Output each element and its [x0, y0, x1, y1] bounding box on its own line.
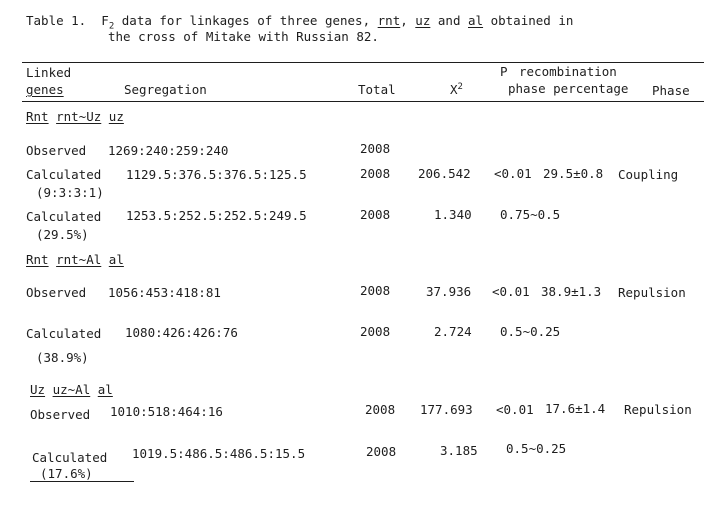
row-phase: Coupling: [618, 167, 679, 182]
row-chi-square: 2.724: [434, 324, 472, 339]
group-title-rnt-uz: [26, 111, 124, 124]
header-rule: [22, 101, 704, 102]
row-segregation: 1129.5:376.5:376.5:125.5: [126, 167, 307, 182]
row-recombination: 17.6±1.4: [545, 401, 606, 416]
row-label: Observed: [26, 285, 87, 300]
row-recombination: 38.9±1.3: [541, 284, 602, 299]
row-sub-label: (17.6%): [40, 466, 93, 481]
header-phase: Phase: [652, 83, 690, 98]
row-chi-square: 1.340: [434, 207, 472, 222]
row-label: Calculated: [32, 450, 108, 465]
header-chi-sup: 2: [457, 81, 463, 92]
row-sub-label: (29.5%): [36, 227, 89, 242]
caption-gene-al: al: [468, 13, 484, 28]
row-segregation: 1253.5:252.5:252.5:249.5: [126, 208, 307, 223]
header-linked: Linked: [26, 65, 72, 80]
row-chi-square: 177.693: [420, 402, 473, 417]
row-total: 2008: [360, 166, 391, 181]
row-total: 2008: [366, 444, 397, 459]
row-p-value: <0.01: [494, 166, 532, 181]
header-chi-letter: X: [450, 82, 458, 97]
row-total: 2008: [360, 324, 391, 339]
row-sub-label: (9:3:3:1): [36, 185, 104, 200]
row-chi-square: 37.936: [426, 284, 472, 299]
gene-symbol: rnt~Al: [56, 252, 102, 267]
gene-symbol: al: [108, 252, 124, 267]
gene-symbol: Uz: [30, 382, 46, 397]
row-p-value: 0.75~0.5: [500, 207, 561, 222]
row-total: 2008: [365, 402, 396, 417]
row-segregation: 1269:240:259:240: [108, 143, 229, 158]
row-total: 2008: [360, 283, 391, 298]
row-chi-square: 3.185: [440, 443, 478, 458]
caption-comma: ,: [400, 13, 408, 28]
gene-symbol: Rnt: [26, 109, 49, 124]
bottom-rule: [30, 481, 134, 482]
row-segregation: 1080:426:426:76: [125, 325, 238, 340]
row-label: Calculated: [26, 167, 102, 182]
top-rule: [22, 62, 704, 63]
header-phase-percentage: phase percentage: [508, 81, 629, 96]
row-segregation: 1019.5:486.5:486.5:15.5: [132, 446, 306, 461]
row-chi-square: 206.542: [418, 166, 471, 181]
row-p-value: <0.01: [492, 284, 530, 299]
caption-prefix: Table 1.: [26, 13, 87, 28]
gene-symbol: uz~Al: [52, 382, 91, 397]
caption-line-2: the cross of Mitake with Russian 82.: [108, 29, 379, 44]
row-label: Observed: [30, 407, 91, 422]
caption-f: F: [101, 13, 109, 28]
caption-gene-uz: uz: [415, 13, 431, 28]
caption-f-subscript: 2: [108, 21, 115, 32]
gene-symbol: Rnt: [26, 252, 49, 267]
group-title-rnt-al: [26, 254, 124, 267]
row-label: Calculated: [26, 326, 102, 341]
row-segregation: 1010:518:464:16: [110, 404, 223, 419]
header-chi-square: [450, 81, 463, 97]
table-caption: [26, 13, 574, 32]
header-segregation: Segregation: [124, 82, 207, 97]
gene-symbol: al: [97, 382, 113, 397]
row-total: 2008: [360, 207, 391, 222]
group-title-uz-al: [30, 384, 113, 397]
row-recombination: 29.5±0.8: [543, 166, 604, 181]
row-total: 2008: [360, 141, 391, 156]
caption-text: data for linkages of three genes,: [121, 13, 371, 28]
header-total: Total: [358, 82, 396, 97]
row-label: Observed: [26, 143, 87, 158]
row-phase: Repulsion: [618, 285, 686, 300]
row-label: Calculated: [26, 209, 102, 224]
row-p-value: 0.5~0.25: [500, 324, 561, 339]
row-segregation: 1056:453:418:81: [108, 285, 221, 300]
row-p-value: <0.01: [496, 402, 534, 417]
caption-and: and: [437, 13, 461, 28]
header-genes: genes: [26, 82, 64, 97]
row-p-value: 0.5~0.25: [506, 441, 567, 456]
gene-symbol: uz: [108, 109, 124, 124]
caption-tail: obtained in: [490, 13, 574, 28]
row-sub-label: (38.9%): [36, 350, 89, 365]
caption-gene-rnt: rnt: [377, 13, 401, 28]
row-phase: Repulsion: [624, 402, 692, 417]
gene-symbol: rnt~Uz: [56, 109, 102, 124]
header-recombination: recombination: [519, 64, 617, 79]
header-p: P: [500, 64, 508, 79]
